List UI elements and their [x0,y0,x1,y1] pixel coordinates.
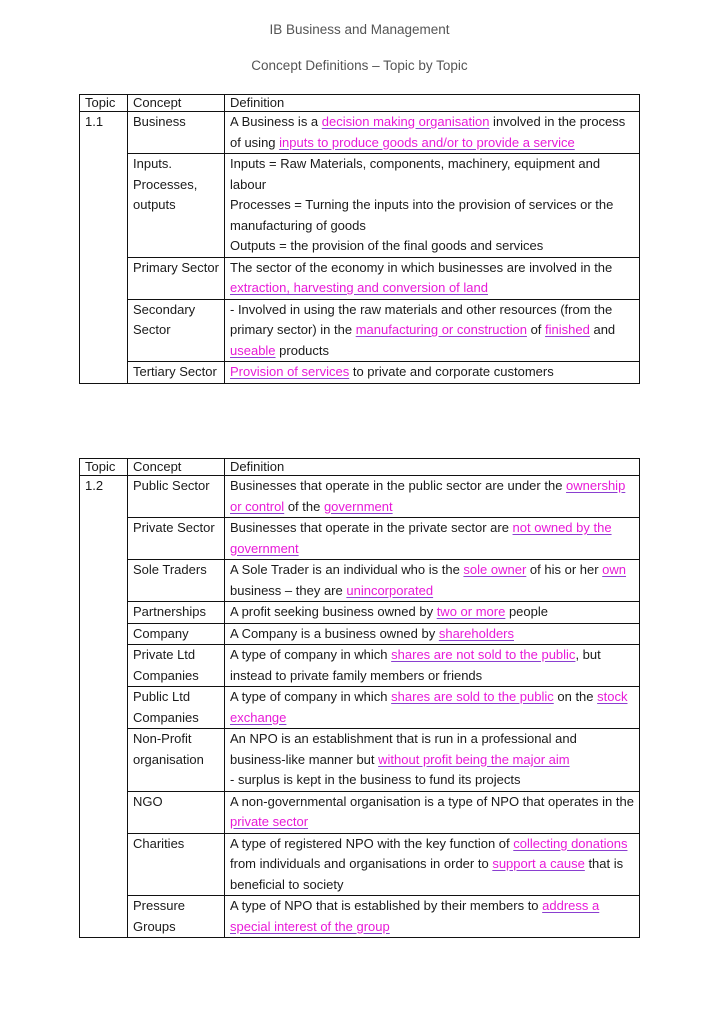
topic-column-header: Topic [80,95,128,112]
highlighted-term: useable [230,342,276,358]
definition-text: from individuals and organisations in order to [230,856,493,871]
concept-cell: Primary Sector [128,257,225,299]
definition-text: Processes = Turning the inputs into the provision of services or the manufacturing of goods [230,197,614,233]
concept-column-header: Concept [128,95,225,112]
definition-cell [225,299,640,362]
definition-text: An NPO is an establishment that is run in a professional and business-like manner but [230,731,577,767]
highlighted-term: government [323,498,393,514]
definition-text: of the [284,498,324,514]
definition-cell [225,476,640,518]
concept-cell: Private Sector [128,518,225,560]
definition-column-header: Definition [225,95,640,112]
concept-cell: Public Ltd Companies [128,687,225,729]
concept-cell: Company [128,623,225,645]
definition-text: A Business is a [230,114,322,129]
highlighted-term: own [602,562,627,577]
table-row [80,623,640,645]
highlighted-term: collecting donations [513,835,628,851]
topic-column-header: Topic [80,459,128,476]
definition-text: A type of registered NPO with the key function of [230,835,514,851]
highlighted-term: decision making organisation [321,114,490,129]
highlighted-term: shareholders [438,625,514,641]
concept-cell: Private Ltd Companies [128,645,225,687]
highlighted-term: sole owner [463,562,527,577]
topic-table [79,94,640,384]
concept-cell: NGO [128,791,225,833]
topic-number: 1.1 [80,112,128,384]
definition-cell [225,833,640,896]
definition-text: people [505,604,548,619]
concept-cell: Secondary Sector [128,299,225,362]
definition-cell [225,602,640,624]
table-row [80,518,640,560]
table-row [80,896,640,938]
definition-cell [225,623,640,645]
concept-cell: Sole Traders [128,560,225,602]
highlighted-term: ownership or control [230,478,626,514]
concept-cell: Partnerships [128,602,225,624]
concept-cell: Business [128,112,225,154]
concept-cell: Public Sector [128,476,225,518]
highlighted-term: finished [545,322,590,337]
highlighted-term: address a special interest of the group [230,898,600,934]
definition-cell [225,791,640,833]
definition-text: Businesses that operate in the public sector are under the [230,478,567,493]
definition-text: A Company is a business owned by [230,625,439,641]
concept-column-header: Concept [128,459,225,476]
definition-text: A profit seeking business owned by [230,604,437,619]
topic-table [79,458,640,938]
definition-text: A type of company in which [230,647,392,662]
topic-number: 1.2 [80,476,128,938]
definition-text: - surplus is kept in the business to fund its projects [230,772,521,787]
table-header-row [80,95,640,112]
definition-text: Inputs = Raw Materials, components, machinery, equipment and labour [230,156,601,192]
highlighted-term: unincorporated [346,582,434,598]
table-header-row [80,459,640,476]
definition-column-header: Definition [225,459,640,476]
definition-text: The sector of the economy in which businesses are involved in the [230,259,613,275]
concept-cell: Pressure Groups [128,896,225,938]
definition-cell [225,896,640,938]
table-row [80,154,640,258]
table-row [80,362,640,384]
highlighted-term: private sector [230,814,309,829]
highlighted-term: shares are not sold to the public [391,647,576,662]
table-row [80,729,640,792]
highlighted-term: shares are sold to the public [391,689,554,704]
definition-text: A Sole Trader is an individual who is the [230,562,464,577]
definition-text: that is beneficial to society [230,856,624,892]
definition-text: to private and corporate customers [349,364,554,379]
concept-cell: Inputs. Processes, outputs [128,154,225,258]
definition-text: on the [553,689,598,704]
definition-text: , but instead to private family members or friends [230,647,601,683]
definition-text: A type of NPO that is established by their members to [230,898,543,913]
definition-cell [225,560,640,602]
definition-text: of his or her [526,562,603,577]
table-row [80,112,640,154]
highlighted-term: Provision of services [230,364,350,379]
document-subtitle: Concept Definitions – Topic by Topic [251,58,468,73]
highlighted-term: support a cause [492,856,585,871]
highlighted-term: without profit being the major aim [378,751,570,767]
table-row [80,476,640,518]
highlighted-term: extraction, harvesting and conversion of land [230,280,488,295]
definition-text: products [275,342,330,358]
table-row [80,602,640,624]
concept-cell: Charities [128,833,225,896]
highlighted-term: inputs to produce goods and/or to provide a service [279,134,575,150]
definition-cell [225,687,640,729]
definition-cell [225,257,640,299]
definition-text: business – they are [230,582,347,598]
table-row [80,645,640,687]
definition-cell [225,645,640,687]
table-row [80,687,640,729]
definition-cell [225,362,640,384]
highlighted-term: not owned by the government [230,520,612,556]
definition-cell [225,112,640,154]
table-row [80,257,640,299]
definition-cell [225,518,640,560]
concept-cell: Tertiary Sector [128,362,225,384]
definition-text: Businesses that operate in the private sector are [230,520,513,535]
highlighted-term: manufacturing or construction [355,322,527,337]
definition-text: of [526,322,546,337]
definition-cell [225,729,640,792]
definition-text: involved in the process of using [230,114,626,150]
highlighted-term: stock exchange [230,689,628,725]
definition-text: A type of company in which [230,689,392,704]
table-row [80,560,640,602]
document-title: IB Business and Management [269,22,450,37]
definition-cell [225,154,640,258]
table-row [80,791,640,833]
definition-text: and [589,322,616,337]
definition-text: A non-governmental organisation is a type of NPO that operates in the [230,793,634,809]
table-row [80,299,640,362]
definition-text: Outputs = the provision of the final goods and services [230,238,544,253]
definition-text: - Involved in using the raw materials and other resources (from the primary sector) in the [230,301,613,337]
highlighted-term: two or more [436,604,506,619]
table-row [80,833,640,896]
concept-cell: Non-Profit organisation [128,729,225,792]
